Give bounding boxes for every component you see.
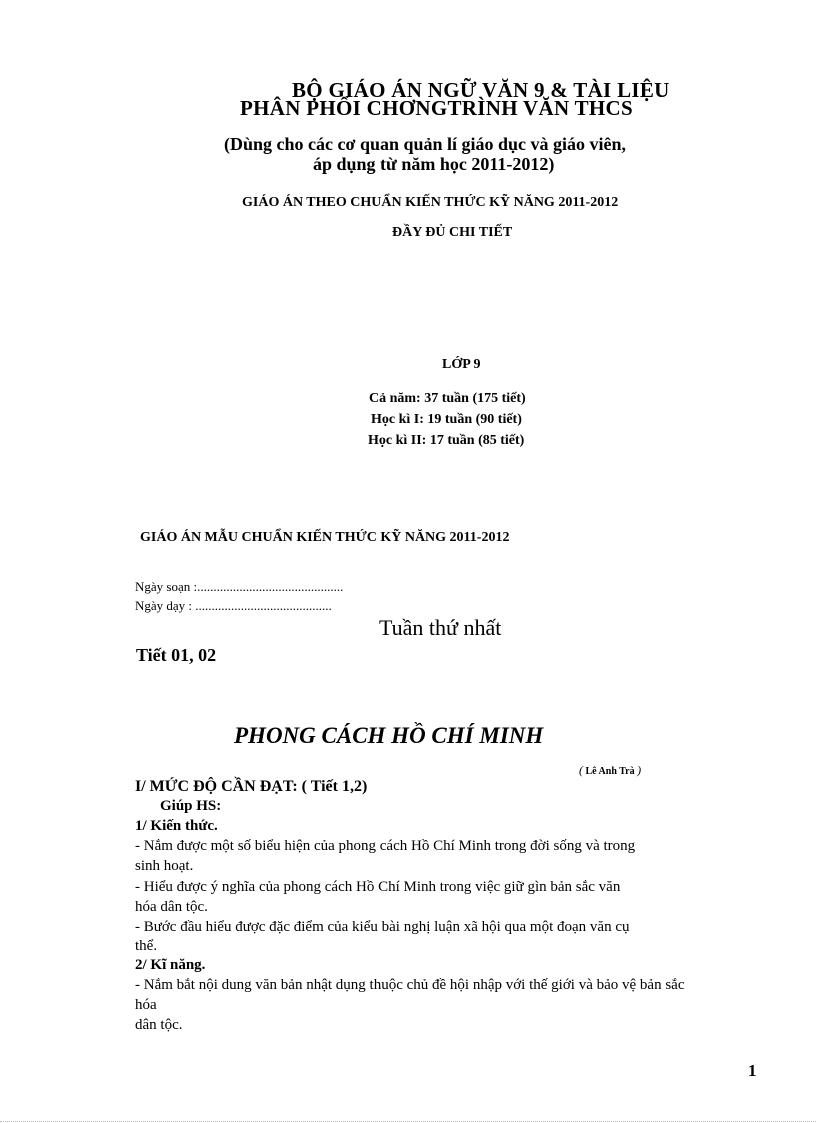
- author-name: Lê Anh Trà: [585, 766, 635, 777]
- skills-item-1-cont: hóa: [135, 997, 157, 1013]
- year-schedule: Cả năm: 37 tuần (175 tiết): [369, 391, 526, 406]
- term2-schedule: Học kì II: 17 tuần (85 tiết): [368, 433, 525, 448]
- lesson-title: PHONG CÁCH HỒ CHÍ MINH: [234, 723, 544, 748]
- author-paren-close: ): [637, 763, 642, 777]
- lesson-author: [579, 763, 641, 778]
- doc-subtitle-line1: (Dùng cho các cơ quan quản lí giáo dục và giáo viên,: [224, 134, 627, 154]
- page-number: 1: [748, 1061, 757, 1080]
- doc-title-line2: PHÂN PHỐI CHƠNGTRÌNH VĂN THCS: [240, 96, 633, 120]
- grade-label: LỚP 9: [442, 357, 481, 372]
- page-bottom-divider: [0, 1121, 816, 1122]
- section-requirements: I/ MỨC ĐỘ CẦN ĐẠT: ( Tiết 1,2): [135, 778, 368, 795]
- doc-subtitle-line2: áp dụng từ năm học 2011-2012): [313, 154, 555, 174]
- week-heading: Tuần thứ nhất: [379, 615, 502, 640]
- standard-heading: GIÁO ÁN THEO CHUẨN KIẾN THỨC KỸ NĂNG 2011-2012: [242, 195, 619, 210]
- knowledge-item-2-cont: hóa dân tộc.: [135, 899, 208, 915]
- doc-title-line1: BỘ GIÁO ÁN NGỮ VĂN 9 & TÀI LIỆU: [292, 78, 670, 102]
- detail-heading: ĐẦY ĐỦ CHI TIẾT: [392, 225, 513, 240]
- help-label: Giúp HS:: [160, 798, 222, 814]
- knowledge-item-1: - Nắm được một số biểu hiện của phong cách Hồ Chí Minh trong đời sống và trong: [135, 838, 636, 854]
- knowledge-item-3-cont: thể.: [135, 938, 158, 954]
- skills-item-1-end: dân tộc.: [135, 1017, 183, 1033]
- date-taught: Ngày dạy : ..........................................: [135, 598, 332, 613]
- author-paren-open: (: [579, 763, 583, 777]
- skills-heading: 2/ Kĩ năng.: [135, 957, 206, 973]
- lesson-period: Tiết 01, 02: [136, 645, 217, 665]
- sample-heading: GIÁO ÁN MẪU CHUẨN KIẾN THỨC KỸ NĂNG 2011-2012: [140, 530, 510, 545]
- knowledge-item-3: - Bước đầu hiểu được đặc điểm của kiểu bài nghị luận xã hội qua một đoạn văn cụ: [135, 919, 630, 935]
- knowledge-item-2: - Hiểu được ý nghĩa của phong cách Hồ Chí Minh trong việc giữ gìn bản sắc văn: [135, 879, 621, 895]
- term1-schedule: Học kì I: 19 tuần (90 tiết): [371, 412, 522, 427]
- date-prepared: Ngày soạn :.............................................: [135, 579, 344, 594]
- knowledge-heading: 1/ Kiến thức.: [135, 818, 218, 834]
- knowledge-item-1-cont: sinh hoạt.: [135, 858, 194, 874]
- skills-item-1: - Nắm bắt nội dung văn bản nhật dụng thuộc chủ đề hội nhập với thế giới và bảo vệ bản sắc: [135, 977, 685, 993]
